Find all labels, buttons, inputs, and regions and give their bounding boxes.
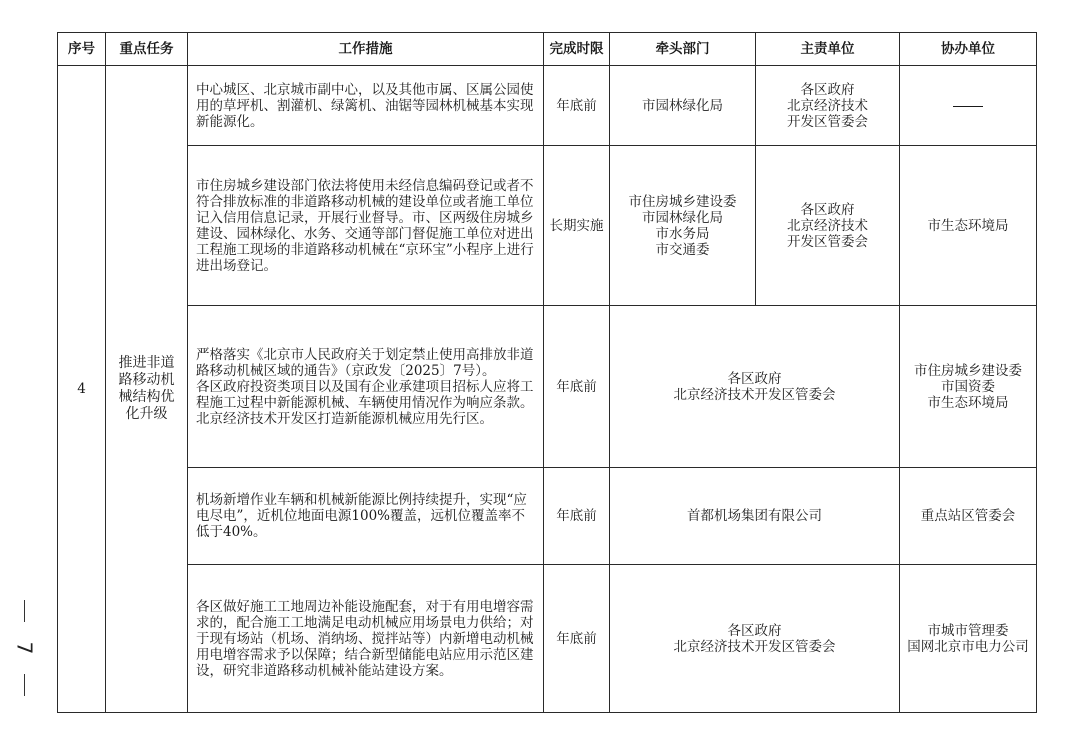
measure-cell: 中心城区、北京城市副中心，以及其他市属、区属公园使用的草坪机、割灌机、绿篱机、油锯等园林机械基本实现新能源化。 (188, 66, 544, 146)
assist-cell (900, 66, 1037, 146)
assist-cell: 重点站区管委会 (900, 468, 1037, 565)
assist-cell: 市住房城乡建设委 市国资委 市生态环境局 (900, 306, 1037, 468)
header-measure: 工作措施 (188, 33, 544, 66)
measure-cell: 严格落实《北京市人民政府关于划定禁止使用高排放非道路移动机械区域的通告》（京政发〔2025〕7号）。 各区政府投资类项目以及国有企业承建项目招标人应将工程施工过程中新能源机械、车辆使用情况作为响应条款。北京经济技术开发区打造新能源机械应用先行区。 (188, 306, 544, 468)
page-number (12, 600, 36, 696)
page-number-text: 7 (11, 641, 36, 655)
page-number-bar-bottom (24, 674, 25, 696)
measure-cell: 各区做好施工工地周边补能设施配套，对于有用电增容需求的，配合施工工地满足电动机械应用场景电力供给；对于现有场站（机场、消纳场、搅拌站等）内新增电动机械用电增容需求予以保障；结合新型储能电站应用示范区建设，研究非道路移动机械补能站建设方案。 (188, 565, 544, 713)
deadline-cell: 年底前 (544, 66, 610, 146)
header-main: 主责单位 (756, 33, 900, 66)
deadline-cell: 年底前 (544, 565, 610, 713)
task-cell: 推进非道路移动机械结构优化升级 (106, 66, 188, 713)
measure-cell: 机场新增作业车辆和机械新能源比例持续提升，实现“应电尽电”，近机位地面电源100%覆盖，远机位覆盖率不低于40%。 (188, 468, 544, 565)
table-row (58, 565, 1037, 713)
header-assist: 协办单位 (900, 33, 1037, 66)
task-table (57, 32, 1037, 713)
deadline-cell: 年底前 (544, 468, 610, 565)
lead-main-cell: 各区政府 北京经济技术开发区管委会 (610, 306, 900, 468)
lead-main-cell: 各区政府 北京经济技术开发区管委会 (610, 565, 900, 713)
main-cell: 各区政府 北京经济技术 开发区管委会 (756, 66, 900, 146)
lead-cell: 市住房城乡建设委 市园林绿化局 市水务局 市交通委 (610, 146, 756, 306)
header-task: 重点任务 (106, 33, 188, 66)
header-row (58, 33, 1037, 66)
empty-dash (953, 106, 983, 107)
deadline-cell: 长期实施 (544, 146, 610, 306)
table-row (58, 468, 1037, 565)
header-deadline: 完成时限 (544, 33, 610, 66)
measure-cell: 市住房城乡建设部门依法将使用未经信息编码登记或者不符合排放标准的非道路移动机械的建设单位或者施工单位记入信用信息记录，开展行业督导。市、区两级住房城乡建设、园林绿化、水务、交通等部门督促施工单位对进出工程施工现场的非道路移动机械在“京环宝”小程序上进行进出场登记。 (188, 146, 544, 306)
table-row (58, 306, 1037, 468)
header-seq: 序号 (58, 33, 106, 66)
lead-main-cell: 首都机场集团有限公司 (610, 468, 900, 565)
header-lead: 牵头部门 (610, 33, 756, 66)
lead-cell: 市园林绿化局 (610, 66, 756, 146)
seq-cell: 4 (58, 66, 106, 713)
table-row (58, 146, 1037, 306)
main-cell: 各区政府 北京经济技术 开发区管委会 (756, 146, 900, 306)
assist-cell: 市城市管理委 国网北京市电力公司 (900, 565, 1037, 713)
deadline-cell: 年底前 (544, 306, 610, 468)
page-number-bar-top (24, 600, 25, 622)
assist-cell: 市生态环境局 (900, 146, 1037, 306)
table-row (58, 66, 1037, 146)
